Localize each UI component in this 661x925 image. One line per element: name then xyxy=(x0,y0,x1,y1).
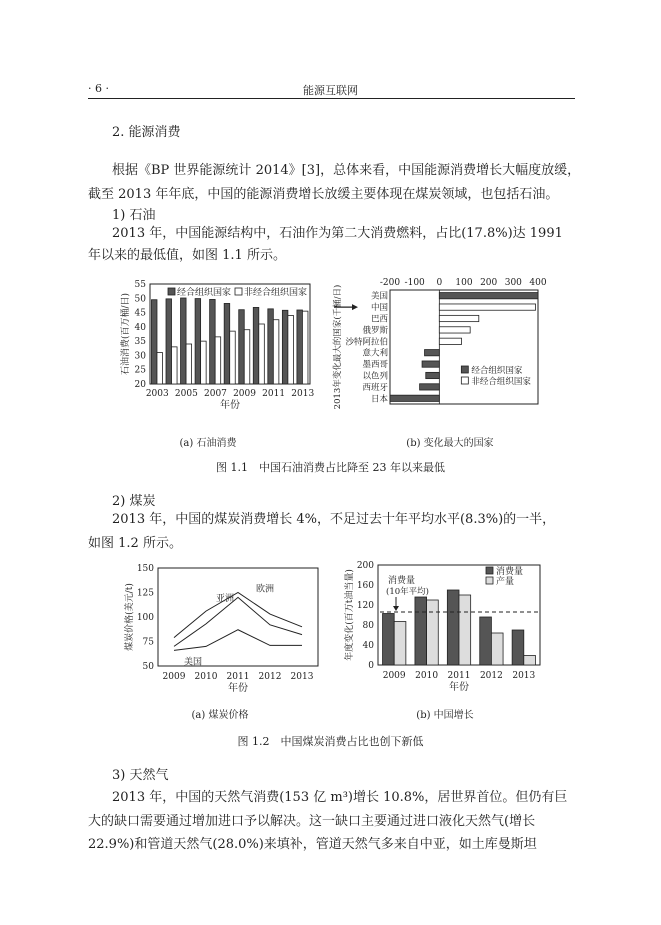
x-tick-label: 400 xyxy=(529,278,547,288)
bar-non-oecd xyxy=(439,315,478,321)
series-label: 欧洲 xyxy=(256,584,275,595)
x-axis-label: 年份 xyxy=(449,682,469,693)
bar-non-oecd xyxy=(172,347,178,384)
x-tick-label: 2009 xyxy=(382,671,406,681)
legend-swatch xyxy=(486,577,493,584)
y-axis-label: 煤炭价格(美元/t) xyxy=(125,583,135,651)
bar-production xyxy=(427,600,439,665)
category-label: 以色列 xyxy=(362,371,388,382)
bar-oecd xyxy=(268,309,274,384)
x-tick-label: 2011 xyxy=(262,389,286,399)
bar-oecd xyxy=(426,372,440,378)
para-line: 2013 年，中国能源结构中，石油作为第二大消费燃料，占比(17.8%)达 1991 xyxy=(112,226,563,241)
category-label: 日本 xyxy=(370,394,388,405)
legend-label: 非经合组织国家 xyxy=(471,377,531,387)
average-label: (10年平均) xyxy=(386,587,429,597)
y-tick-label: 50 xyxy=(134,294,146,305)
bar-non-oecd xyxy=(230,331,236,384)
legend-swatch xyxy=(461,377,468,384)
heading-coal: 2) 煤炭 xyxy=(112,494,156,509)
y-axis-label: 石油消费(百万桶/日) xyxy=(121,292,131,376)
bar-non-oecd xyxy=(273,320,279,384)
y-tick-label: 40 xyxy=(134,322,146,333)
bar-non-oecd xyxy=(439,304,535,310)
bar-oecd xyxy=(151,300,157,384)
x-tick-label: 2009 xyxy=(233,389,256,399)
x-axis-label: 年份 xyxy=(220,400,240,411)
bar-non-oecd xyxy=(215,337,221,384)
subcaption-b: (b) 中国增长 xyxy=(416,710,474,721)
heading-oil: 1) 石油 xyxy=(112,208,156,223)
category-label: 俄罗斯 xyxy=(362,325,388,336)
legend-label: 经合组织国家 xyxy=(471,366,523,376)
bar-oecd xyxy=(181,298,187,384)
bar-consumption xyxy=(383,614,395,666)
plot-frame xyxy=(158,568,318,666)
x-tick-label: 300 xyxy=(504,278,522,288)
x-tick-label: 2012 xyxy=(479,671,503,681)
series-label: 美国 xyxy=(184,657,203,668)
bar-non-oecd xyxy=(439,327,470,333)
running-title: 能源互联网 xyxy=(303,84,358,97)
x-tick-label: 2013 xyxy=(290,672,314,682)
x-tick-label: 2009 xyxy=(162,672,186,682)
y-tick-label: 0 xyxy=(368,661,374,671)
legend-label: 经合组织国家 xyxy=(177,288,232,298)
para-line: 2013 年，中国的天然气消费(153 亿 m³)增长 10.8%，居世界首位。但仍有巨 xyxy=(112,790,568,805)
legend-label: 产量 xyxy=(496,577,515,587)
bar-consumption xyxy=(447,590,459,665)
category-label: 巴西 xyxy=(370,314,388,325)
y-tick-label: 200 xyxy=(356,561,374,571)
header-rule xyxy=(88,98,575,99)
legend-swatch xyxy=(168,288,175,295)
series-label: 亚洲 xyxy=(216,594,235,605)
y-tick-label: 25 xyxy=(134,365,146,376)
line-asia xyxy=(174,593,302,638)
bar-production xyxy=(459,595,471,665)
bar-oecd xyxy=(439,293,538,299)
bar-oecd xyxy=(282,310,288,384)
bar-oecd xyxy=(390,395,439,401)
bar-production xyxy=(491,633,503,665)
page-number: · 6 · xyxy=(88,82,109,95)
bar-oecd xyxy=(297,310,303,384)
y-tick-label: 20 xyxy=(134,380,146,390)
y-tick-label: 80 xyxy=(362,621,374,631)
category-label: 沙特阿拉伯 xyxy=(345,337,388,348)
bar-non-oecd xyxy=(157,353,163,384)
bar-non-oecd xyxy=(186,344,192,384)
x-tick-label: -100 xyxy=(404,278,425,288)
bar-production xyxy=(524,656,536,666)
y-tick-label: 50 xyxy=(142,662,154,672)
y-axis-label: 2013年变化最大的国家(千桶/日) xyxy=(333,284,343,410)
y-tick-label: 45 xyxy=(134,308,146,319)
bar-non-oecd xyxy=(288,315,294,384)
y-tick-label: 30 xyxy=(134,351,146,362)
y-tick-label: 55 xyxy=(134,280,146,290)
figure-caption: 图 1.2 中国煤炭消费占比也创下新低 xyxy=(237,735,424,748)
para-line: 截至 2013 年年底，中国的能源消费增长放缓主要体现在煤炭领域，也包括石油。 xyxy=(88,187,559,202)
category-label: 意大利 xyxy=(362,348,388,359)
bar-oecd xyxy=(239,310,245,384)
para-line: 大的缺口需要通过增加进口予以解决。这一缺口主要通过进口液化天然气(增长 xyxy=(88,814,536,829)
legend-label: 消费量 xyxy=(496,567,524,577)
bar-oecd xyxy=(425,350,440,356)
category-label: 中国 xyxy=(370,303,388,314)
bar-consumption xyxy=(415,597,427,665)
x-tick-label: 2003 xyxy=(145,389,169,399)
bar-oecd xyxy=(224,303,230,384)
heading-gas: 3) 天然气 xyxy=(112,768,169,783)
x-tick-label: 2010 xyxy=(194,672,218,682)
x-axis-label: 年份 xyxy=(228,683,248,694)
china-coal-chart xyxy=(340,555,555,693)
average-arrow-head xyxy=(393,606,399,611)
subcaption-a: (a) 石油消费 xyxy=(179,438,237,449)
para-line: 2013 年，中国的煤炭消费增长 4%，不足过去十年平均水平(8.3%)的一半， xyxy=(112,512,556,527)
bar-non-oecd xyxy=(244,330,250,384)
x-tick-label: 2013 xyxy=(291,389,315,399)
figure-caption: 图 1.1 中国石油消费占比降至 23 年以来最低 xyxy=(216,461,445,474)
arrow-head xyxy=(352,304,358,310)
y-tick-label: 35 xyxy=(134,337,146,348)
x-tick-label: 0 xyxy=(436,278,443,288)
y-tick-label: 120 xyxy=(356,601,374,611)
average-label: 消费量 xyxy=(388,576,416,586)
legend-swatch xyxy=(461,366,468,373)
coal-price-chart xyxy=(118,560,323,694)
para-line: 年以来的最低值，如图 1.1 所示。 xyxy=(88,248,286,263)
y-tick-label: 75 xyxy=(142,637,154,648)
bar-non-oecd xyxy=(201,341,207,384)
bar-oecd xyxy=(210,299,216,384)
legend-swatch xyxy=(486,567,493,574)
para-line: 如图 1.2 所示。 xyxy=(88,536,182,551)
x-tick-label: 2005 xyxy=(174,389,198,399)
bar-non-oecd xyxy=(302,311,308,384)
y-tick-label: 40 xyxy=(362,641,374,651)
x-tick-label: 2012 xyxy=(258,672,282,682)
category-label: 西班牙 xyxy=(362,382,388,393)
category-label: 墨西哥 xyxy=(362,360,388,371)
x-tick-label: 2013 xyxy=(512,671,536,681)
bar-non-oecd xyxy=(259,324,265,384)
bar-oecd xyxy=(166,299,172,384)
y-axis-label: 年度变化(百万t油当量) xyxy=(345,569,355,661)
bar-consumption xyxy=(480,617,492,665)
subcaption-a: (a) 煤炭价格 xyxy=(191,710,249,721)
x-tick-label: 2010 xyxy=(415,671,439,681)
oil-consumption-chart xyxy=(100,272,320,422)
x-tick-label: 2011 xyxy=(226,672,250,682)
bar-oecd xyxy=(253,307,259,384)
top-countries-chart xyxy=(330,270,560,420)
category-label: 美国 xyxy=(370,291,388,302)
y-tick-label: 125 xyxy=(136,588,154,599)
para-line: 22.9%)和管道天然气(28.0%)来填补，管道天然气多来自中亚，如土库曼斯坦 xyxy=(88,837,537,852)
y-tick-label: 160 xyxy=(356,581,374,591)
bar-non-oecd xyxy=(439,338,461,344)
bar-oecd xyxy=(422,361,439,367)
y-tick-label: 100 xyxy=(136,613,154,623)
x-tick-label: 2011 xyxy=(447,671,471,681)
bar-consumption xyxy=(512,630,524,665)
para-line: 根据《BP 世界能源统计 2014》[3]，总体来看，中国能源消费增长大幅度放缓， xyxy=(112,163,581,178)
legend-label: 非经合组织国家 xyxy=(244,288,308,298)
x-tick-label: 200 xyxy=(480,278,498,288)
section-title: 2. 能源消费 xyxy=(112,125,181,140)
legend-swatch xyxy=(235,288,242,295)
y-tick-label: 150 xyxy=(136,564,154,574)
x-tick-label: 100 xyxy=(455,278,473,288)
x-tick-label: -200 xyxy=(379,278,401,288)
x-tick-label: 2007 xyxy=(204,389,227,399)
bar-production xyxy=(394,622,406,666)
bar-oecd xyxy=(420,384,440,390)
subcaption-b: (b) 变化最大的国家 xyxy=(406,438,494,449)
bar-oecd xyxy=(195,299,201,384)
